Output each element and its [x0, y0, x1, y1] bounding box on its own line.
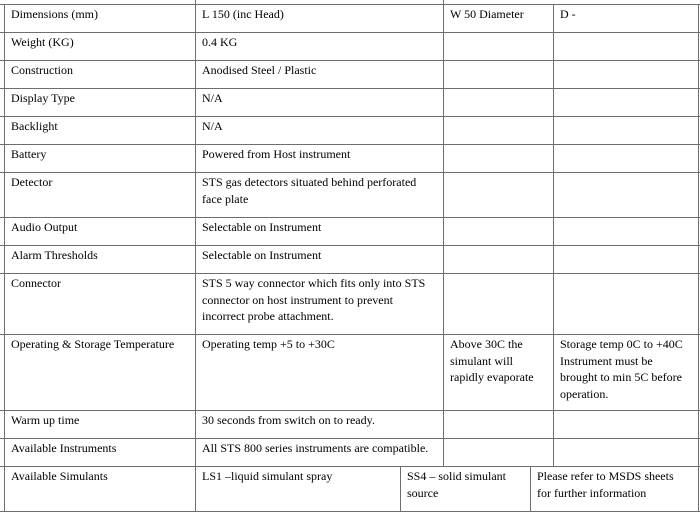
col-divider — [4, 4, 5, 512]
row-divider — [0, 88, 700, 89]
row-divider — [0, 245, 700, 246]
row-divider — [0, 60, 700, 61]
label-available-instruments: Available Instruments — [11, 441, 117, 455]
row-divider — [0, 273, 700, 274]
value-simulant-ss4: SS4 – solid simulant source — [407, 469, 507, 500]
value-storage-temp: Storage temp 0C to +40C Instrument must be brought to min 5C before operation. — [560, 337, 683, 401]
row-divider — [0, 217, 700, 218]
value-alarm-thresholds: Selectable on Instrument — [202, 248, 322, 262]
value-battery: Powered from Host instrument — [202, 147, 351, 161]
col-divider — [195, 0, 196, 512]
col-divider — [553, 4, 554, 467]
value-available-instruments: All STS 800 series instruments are compatible. — [202, 441, 429, 455]
value-warm-up: 30 seconds from switch on to ready. — [202, 413, 375, 427]
label-backlight: Backlight — [11, 119, 58, 133]
label-connector: Connector — [11, 276, 61, 290]
label-dimensions: Dimensions (mm) — [11, 7, 98, 21]
row-divider — [0, 32, 700, 33]
row-divider — [0, 334, 700, 335]
value-msds-note: Please refer to MSDS sheets for further information — [537, 469, 674, 500]
label-temperature: Operating & Storage Temperature — [11, 337, 175, 351]
value-audio-output: Selectable on Instrument — [202, 220, 322, 234]
row-divider — [0, 4, 700, 5]
label-audio-output: Audio Output — [11, 220, 78, 234]
row-divider — [0, 116, 700, 117]
label-warm-up: Warm up time — [11, 413, 80, 427]
value-connector: STS 5 way connector which fits only into STS connector on host instrument to prevent incorrect probe attachment. — [202, 276, 426, 323]
value-operating-temp: Operating temp +5 to +30C — [202, 337, 335, 351]
row-divider — [0, 410, 700, 411]
row-divider — [0, 438, 700, 439]
row-divider — [0, 511, 700, 512]
value-evaporation-note: Above 30C the simulant will rapidly evaporate — [450, 337, 534, 384]
row-divider — [0, 144, 700, 145]
value-simulant-ls1: LS1 –liquid simulant spray — [202, 469, 333, 483]
label-weight: Weight (KG) — [11, 35, 74, 49]
value-display-type: N/A — [202, 91, 223, 105]
value-depth: D - — [560, 7, 576, 21]
col-divider — [530, 466, 531, 512]
row-divider — [0, 172, 700, 173]
label-display-type: Display Type — [11, 91, 75, 105]
value-weight: 0.4 KG — [202, 35, 238, 49]
value-backlight: N/A — [202, 119, 223, 133]
label-construction: Construction — [11, 63, 73, 77]
row-divider — [0, 466, 700, 467]
label-available-simulants: Available Simulants — [11, 469, 108, 483]
label-alarm-thresholds: Alarm Thresholds — [11, 248, 98, 262]
col-divider — [400, 466, 401, 512]
col-divider — [698, 4, 699, 512]
value-detector: STS gas detectors situated behind perforated face plate — [202, 175, 417, 206]
value-length: L 150 (inc Head) — [202, 7, 284, 21]
value-construction: Anodised Steel / Plastic — [202, 63, 317, 77]
col-divider — [443, 0, 444, 467]
label-detector: Detector — [11, 175, 53, 189]
label-battery: Battery — [11, 147, 47, 161]
value-width: W 50 Diameter — [450, 7, 524, 21]
